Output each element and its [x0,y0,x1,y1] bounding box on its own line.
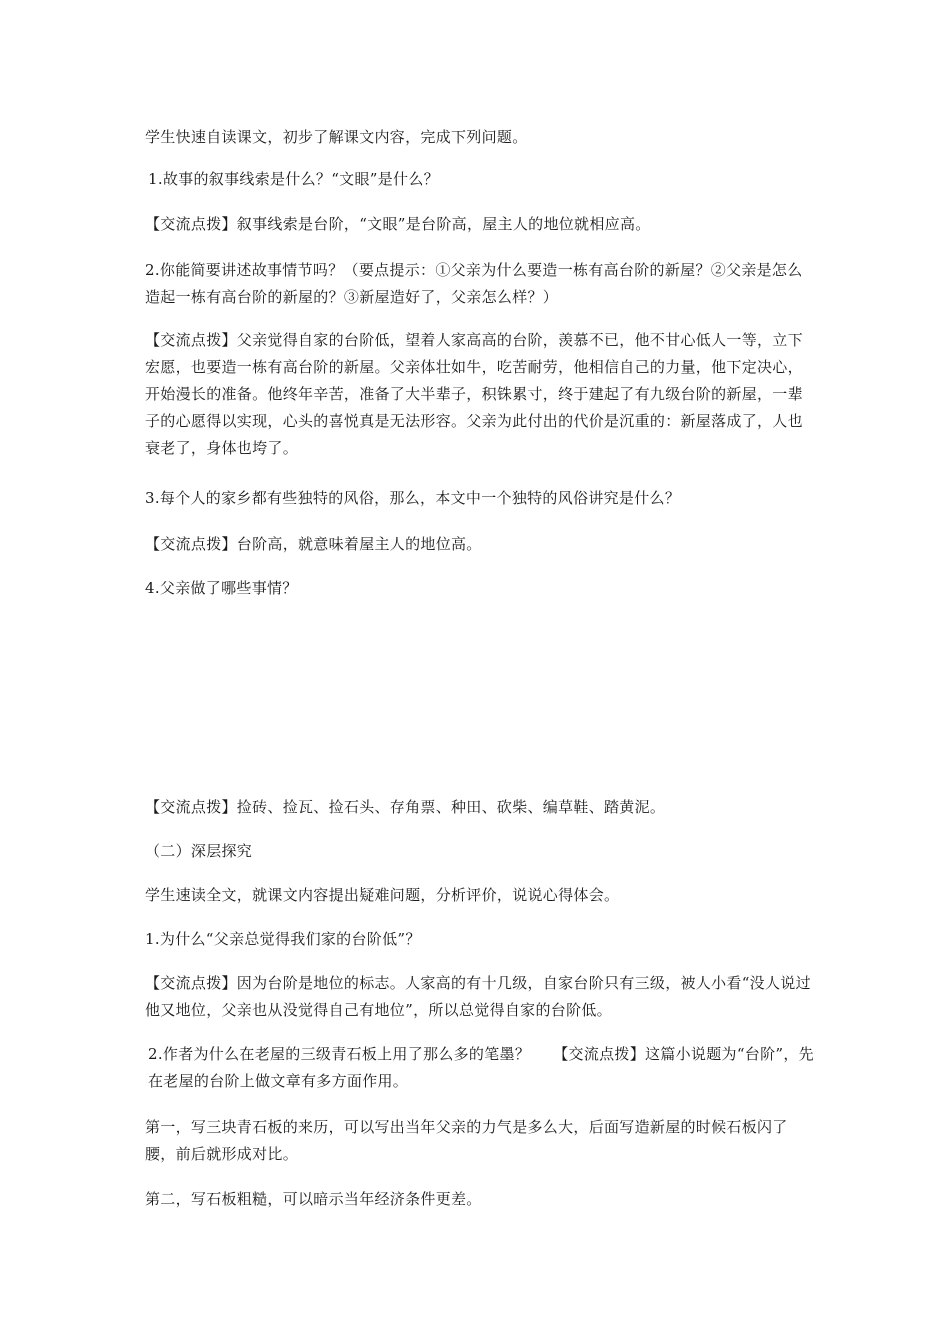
deep-answer-1: 【交流点拨】因为台阶是地位的标志。人家高的有十几级，自家台阶只有三级，被人小看“没人说过他又地位，父亲也从没觉得自己有地位”，所以总觉得自家的台阶低。 [145,974,811,1019]
deep-answer-2-point-2: 第二，写石板粗糙，可以暗示当年经济条件更差。 [145,1190,482,1208]
intro-paragraph: 学生快速自读课文，初步了解课文内容，完成下列问题。 [145,128,528,146]
question-4: 4.父亲做了哪些事情？ [145,579,298,597]
answer-3: 【交流点拨】台阶高，就意味着屋主人的地位高。 [145,535,482,553]
deep-question-1: 1.为什么“父亲总觉得我们家的台阶低”？ [145,930,421,948]
deep-question-2: 2.作者为什么在老屋的三级青石板上用了那么多的笔墨？ 【交流点拨】这篇小说题为“台阶”，先在老屋的台阶上做文章有多方面作用。 [148,1045,814,1090]
question-2: 2.你能简要讲述故事情节吗？（要点提示：①父亲为什么要造一栋有高台阶的新屋？②父亲是怎么造起一栋有高台阶的新屋的？③新屋造好了，父亲怎么样？） [145,261,803,306]
answer-4: 【交流点拨】捡砖、捡瓦、捡石头、存角票、种田、砍柴、编草鞋、踏黄泥。 [145,798,666,816]
section-heading-deep-inquiry: （二）深层探究 [145,842,253,860]
question-3: 3.每个人的家乡都有些独特的风俗，那么，本文中一个独特的风俗讲究是什么？ [145,489,681,507]
question-1: 1.故事的叙事线索是什么？“文眼”是什么？ [148,170,439,188]
answer-1: 【交流点拨】叙事线索是台阶，“文眼”是台阶高，屋主人的地位就相应高。 [145,215,651,233]
section-intro-paragraph: 学生速读全文，就课文内容提出疑难问题，分析评价，说说心得体会。 [145,886,620,904]
deep-answer-2-point-1: 第一，写三块青石板的来历，可以写出当年父亲的力气是多么大，后面写造新屋的时候石板闪了腰，前后就形成对比。 [145,1118,788,1163]
answer-2: 【交流点拨】父亲觉得自家的台阶低，望着人家高高的台阶，羡慕不已，他不甘心低人一等，立下宏愿，也要造一栋有高台阶的新屋。父亲体壮如牛，吃苦耐劳，他相信自己的力量，他下定决心，开始漫长的准备。他终年辛苦，准备了大半辈子，积铢累寸，终于建起了有九级台阶的新屋，一辈子的心愿得以实现，心头的喜悦真是无法形容。父亲为此付出的代价是沉重的：新屋落成了，人也衰老了，身体也垮了。 [145,331,803,457]
